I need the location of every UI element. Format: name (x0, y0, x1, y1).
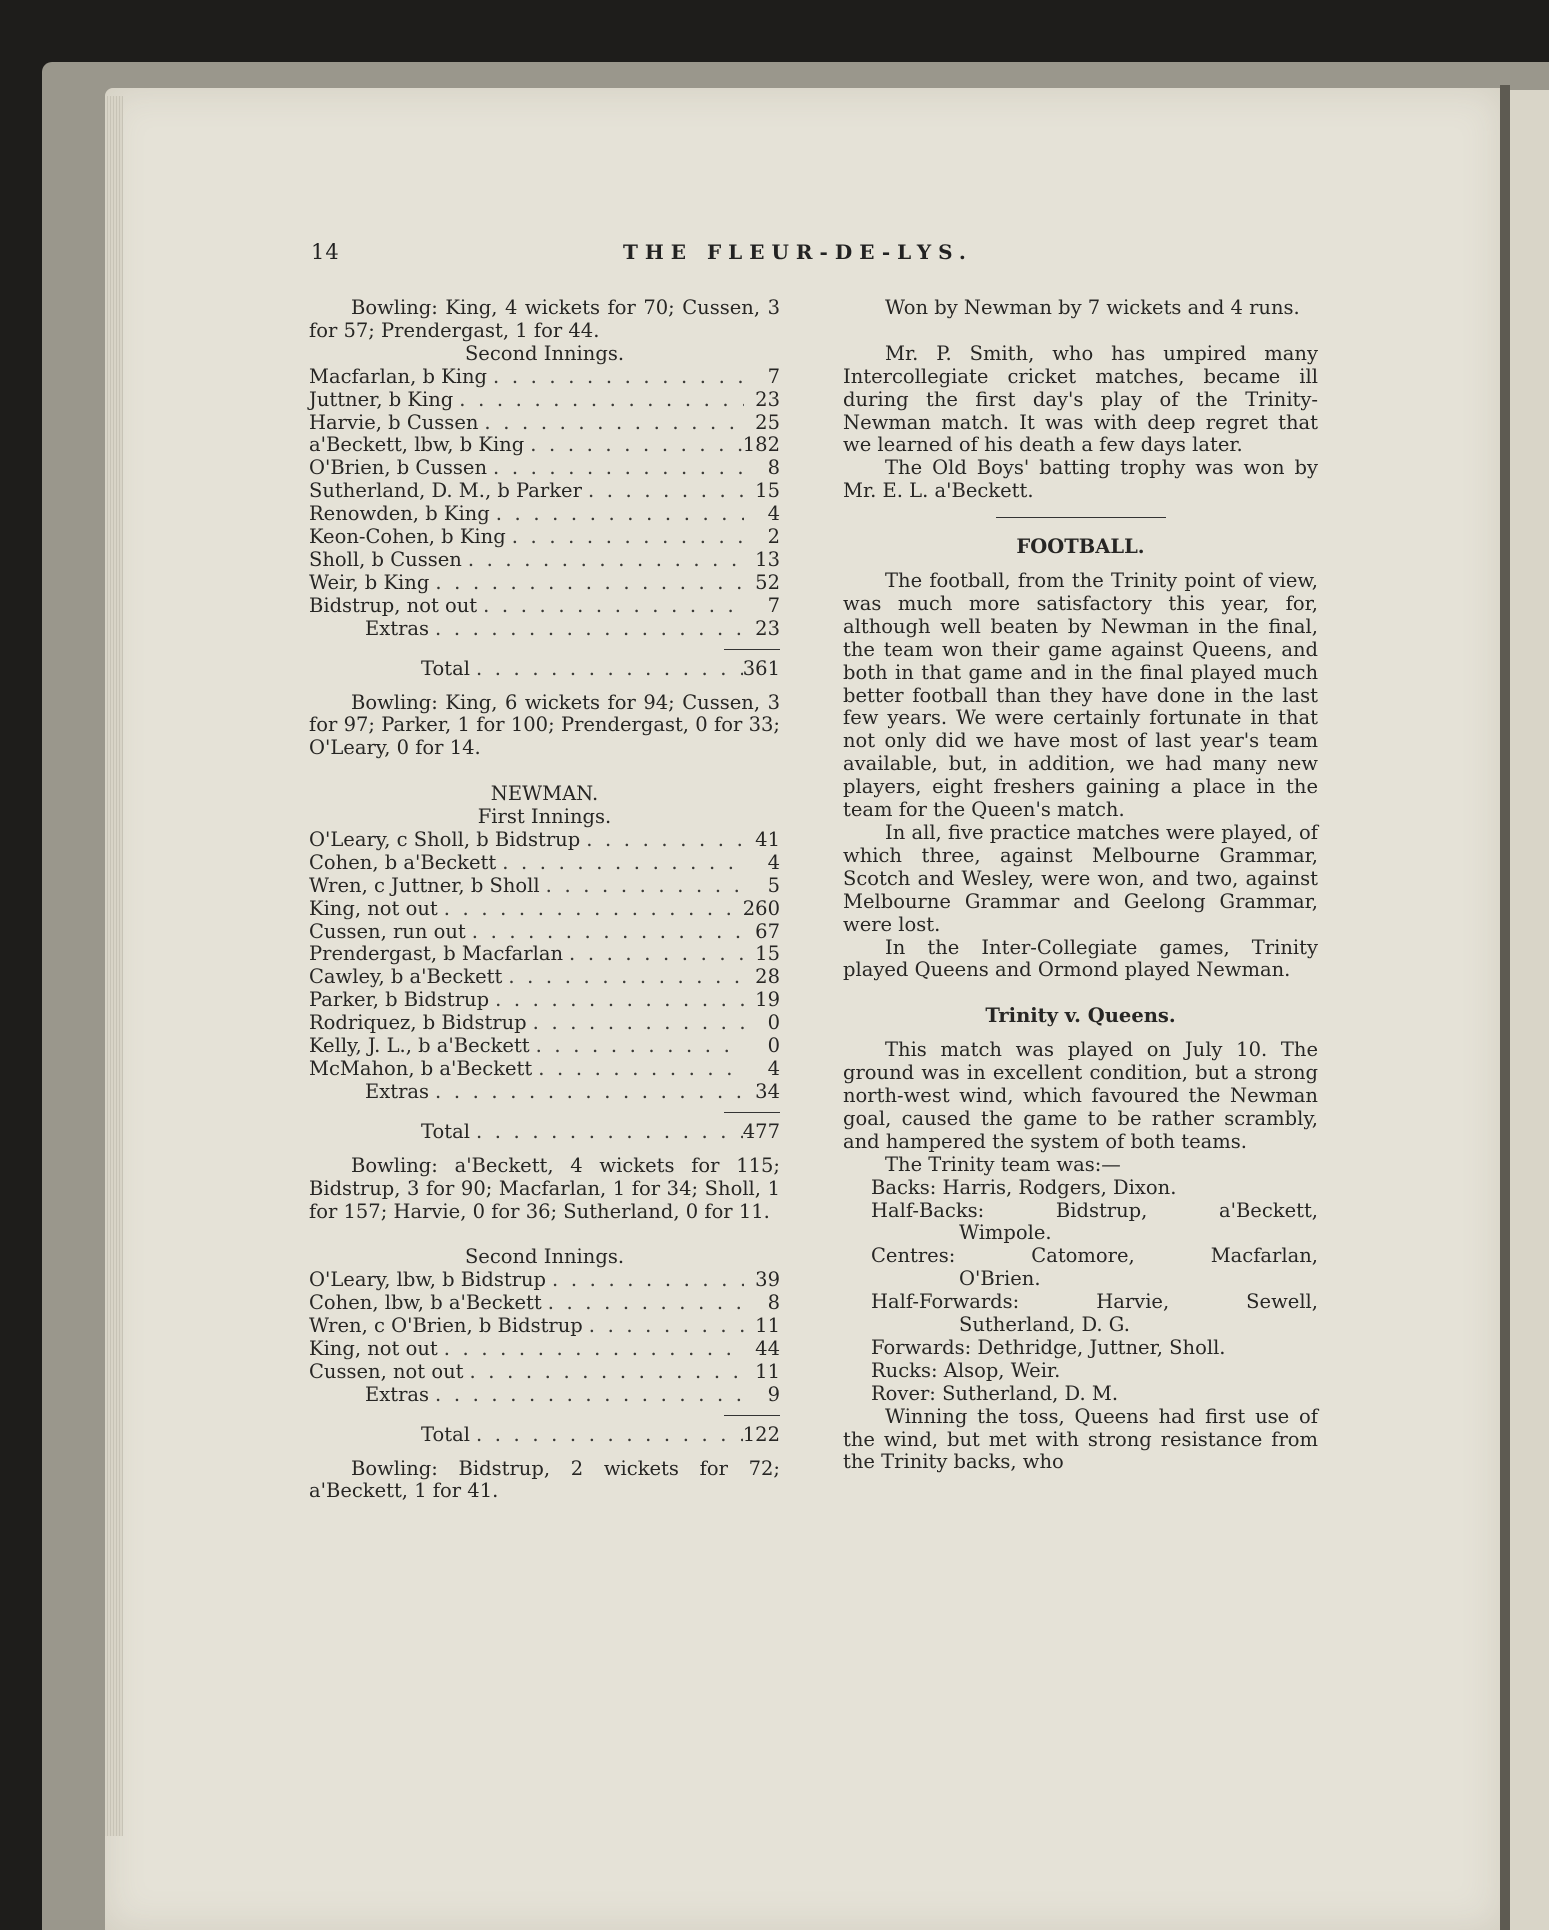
runs-scored: 13 (755, 547, 780, 571)
batting-row (309, 412, 780, 435)
section-divider (996, 517, 1166, 518)
batting-row (309, 366, 780, 389)
runs-scored: 260 (742, 896, 780, 920)
batting-row (309, 1012, 780, 1035)
runs-scored: 19 (755, 988, 780, 1012)
runs-scored: 2 (767, 525, 780, 549)
batsman-name: O'Brien, b Cussen (309, 456, 488, 480)
dot-leader (563, 943, 744, 966)
innings-heading: Second Innings. (464, 1245, 625, 1269)
batsman-name: Keon-Cohen, b King (309, 525, 506, 549)
dot-leader (487, 366, 744, 389)
batting-row (309, 503, 780, 526)
runs-scored: 39 (755, 1268, 780, 1292)
scorecard-newman-first (309, 829, 780, 1081)
runs-scored: 7 (767, 593, 780, 617)
batting-row (309, 389, 780, 412)
batsman-name: Rodriquez, b Bidstrup (309, 1011, 527, 1035)
newman-second-bowling: Bowling: Bidstrup, 2 wickets for 72; a'Beckett, 1 for 41. (309, 1456, 780, 1503)
team-centres: Centres: Catomore, Macfarlan, (871, 1244, 1318, 1268)
practice-matches-paragraph: In all, five practice matches were played, of which three, against Melbourne Grammar, Scotch and Wesley, were won, and two, against Melbourne Grammar and Geelong Grammar, were lost. (843, 821, 1319, 936)
batsman-name: Cohen, lbw, b a'Beckett (309, 1291, 542, 1315)
match-report-paragraph: This match was played on July 10. The ground was in excellent condition, but a strong north-west wind, which favoured the Newman goal, caused the game to be rather scrambly, and hampered the system of both teams. (843, 1038, 1318, 1153)
dot-leader (582, 480, 744, 503)
batsman-name: Bidstrup, not out (309, 593, 478, 617)
batting-row (309, 921, 780, 944)
runs-scored: 52 (755, 570, 780, 594)
dot-leader (502, 966, 744, 989)
newman-first-bowling: Bowling: a'Beckett, 4 wickets for 115; Bidstrup, 3 for 90; Macfarlan, 1 for 34; Sholl, 1 for 157; Harvie, 0 for 36; Sutherland, 0 for 11. (309, 1153, 780, 1223)
runs-scored: 0 (767, 1034, 780, 1058)
batsman-name: Macfarlan, b King (309, 364, 488, 388)
batting-row (309, 898, 780, 921)
total-rule (724, 649, 780, 650)
batting-row (309, 1035, 780, 1058)
running-header (311, 240, 1001, 270)
dot-leader (463, 1361, 744, 1384)
batting-row (309, 875, 780, 898)
runs-scored: 8 (767, 456, 780, 480)
runs-scored: 25 (755, 410, 780, 434)
batting-row (309, 1338, 780, 1361)
batsman-name: King, not out (309, 896, 438, 920)
runs-scored: 15 (755, 479, 780, 503)
runs-scored: 4 (767, 850, 780, 874)
scorecard-trinity-second (309, 366, 780, 618)
dot-leader (524, 434, 743, 457)
batsman-name: Cussen, run out (309, 919, 466, 943)
batting-row (309, 1361, 780, 1384)
runs-scored: 28 (755, 965, 780, 989)
dot-leader (438, 1338, 744, 1361)
runs-scored: 11 (755, 1314, 780, 1338)
batsman-name: King, not out (309, 1336, 438, 1360)
scorecard-newman-second (309, 1269, 780, 1384)
dot-leader (429, 572, 744, 595)
extras-row: Extras . . . 34 (309, 1081, 780, 1104)
batting-row (309, 480, 780, 503)
dot-leader (496, 852, 744, 875)
runs-scored: 15 (755, 942, 780, 966)
batting-row (309, 434, 780, 457)
batting-trophy-paragraph: The Old Boys' batting trophy was won by Mr. E. L. a'Beckett. (843, 456, 1318, 503)
dot-leader (580, 829, 744, 852)
batting-row (309, 852, 780, 875)
dot-leader (542, 1292, 744, 1315)
team-rover: Rover: Sutherland, D. M. (871, 1381, 1119, 1405)
page-number: 14 (311, 240, 340, 264)
dot-leader (477, 595, 744, 618)
trinity-first-bowling: Bowling: King, 4 wickets for 70; Cussen, 3 for 57; Prendergast, 1 for 44. (309, 296, 780, 342)
dot-leader (546, 1269, 744, 1292)
dot-leader (462, 549, 744, 572)
dot-leader (489, 989, 744, 1012)
total-rule (724, 1415, 780, 1416)
team-half-backs: Half-Backs: Bidstrup, a'Beckett, (871, 1198, 1318, 1222)
batting-row (309, 1058, 780, 1081)
team-half-backs-cont: Wimpole. (959, 1221, 1052, 1245)
batting-row (309, 526, 780, 549)
team-intro: The Trinity team was:— (885, 1152, 1121, 1176)
batting-row (309, 595, 780, 618)
intercollegiate-paragraph: In the Inter-Collegiate games, Trinity played Queens and Ormond played Newman. (843, 935, 1318, 982)
facing-page-edge (1510, 90, 1549, 1930)
runs-scored: 4 (767, 502, 780, 526)
runs-scored: 44 (755, 1336, 780, 1360)
team-rucks: Rucks: Alsop, Weir. (871, 1358, 1061, 1382)
match-heading: Trinity v. Queens. (985, 1004, 1176, 1028)
runs-scored: 0 (767, 1011, 780, 1035)
closing-paragraph: Winning the toss, Queens had first use of the wind, but met with strong resistance from the Trinity backs, who (843, 1404, 1318, 1474)
runs-scored: 182 (742, 433, 780, 457)
total-row: Total . . . 477 (309, 1121, 780, 1144)
batsman-name: Wren, c O'Brien, b Bidstrup (309, 1314, 583, 1338)
page-edges (105, 96, 123, 1836)
batsman-name: Weir, b King (309, 570, 430, 594)
total-row: Total . . . 361 (309, 658, 780, 681)
right-column (843, 297, 1318, 1474)
batsman-name: Cohen, b a'Beckett (309, 850, 497, 874)
dot-leader (478, 412, 744, 435)
batsman-name: Renowden, b King (309, 502, 490, 526)
runs-scored: 23 (755, 387, 780, 411)
batsman-name: a'Beckett, lbw, b King (309, 433, 525, 457)
batsman-name: Wren, c Juttner, b Sholl (309, 873, 540, 897)
batting-row (309, 457, 780, 480)
batsman-name: Juttner, b King (309, 387, 454, 411)
dot-leader (490, 503, 744, 526)
innings-heading: First Innings. (477, 805, 612, 829)
football-heading: FOOTBALL. (1016, 535, 1145, 559)
team-half-forwards-cont: Sutherland, D. G. (959, 1313, 1130, 1337)
batsman-name: Harvie, b Cussen (309, 410, 479, 434)
batsman-name: Sutherland, D. M., b Parker (309, 479, 582, 503)
dot-leader (466, 921, 744, 944)
umpire-obituary-paragraph: Mr. P. Smith, who has umpired many Intercollegiate cricket matches, became ill during the first day's play of the Trinity-Newman match. It was with deep regret that we learned of his death a few days later. (843, 341, 1318, 457)
left-column (309, 297, 780, 1503)
dot-leader (540, 875, 744, 898)
extras-row: Extras . . . 23 (309, 618, 780, 641)
dot-leader (438, 898, 743, 921)
batsman-name: Sholl, b Cussen (309, 547, 462, 571)
trinity-second-bowling: Bowling: King, 6 wickets for 94; Cussen, 3 for 97; Parker, 1 for 100; Prendergast, 0 for 33; O'Leary, 0 for 14. (309, 690, 780, 760)
batsman-name: Cussen, not out (309, 1359, 464, 1383)
batsman-name: Prendergast, b Macfarlan (309, 942, 564, 966)
batting-row (309, 1269, 780, 1292)
team-backs: Backs: Harris, Rodgers, Dixon. (871, 1175, 1177, 1199)
extras-row: Extras . . . 9 (309, 1384, 780, 1407)
runs-scored: 8 (767, 1291, 780, 1315)
batsman-name: Cawley, b a'Beckett (309, 965, 503, 989)
dot-leader (453, 389, 744, 412)
innings-heading: Second Innings. (464, 341, 625, 365)
dot-leader (506, 526, 744, 549)
dot-leader (532, 1058, 744, 1081)
dot-leader (487, 457, 744, 480)
football-paragraph: The football, from the Trinity point of view, was much more satisfactory this year, for, although well beaten by Newman in the final, the team won their game against Queens, and both in that game and in the final played much better football than they have done in the last few years. We were certainly fortunate in that not only did we have most of last year's team available, but, in addition, we had many new players, eight freshers gaining a place in the team for the Queen's match. (843, 569, 1318, 822)
runs-scored: 41 (755, 827, 780, 851)
batsman-name: Kelly, J. L., b a'Beckett (309, 1034, 530, 1058)
dot-leader (583, 1315, 744, 1338)
batsman-name: McMahon, b a'Beckett (309, 1056, 533, 1080)
team-half-forwards: Half-Forwards: Harvie, Sewell, (871, 1290, 1318, 1314)
batting-row (309, 1315, 780, 1338)
match-result: Won by Newman by 7 wickets and 4 runs. (885, 296, 1300, 319)
dot-leader (530, 1035, 744, 1058)
team-centres-cont: O'Brien. (959, 1267, 1041, 1291)
runs-scored: 7 (767, 364, 780, 388)
runs-scored: 4 (767, 1056, 780, 1080)
team-heading-newman: NEWMAN. (490, 782, 599, 806)
runs-scored: 5 (767, 873, 780, 897)
batting-row (309, 549, 780, 572)
batsman-name: O'Leary, c Sholl, b Bidstrup (309, 827, 581, 851)
runs-scored: 11 (755, 1359, 780, 1383)
batsman-name: O'Leary, lbw, b Bidstrup (309, 1268, 547, 1292)
batting-row (309, 829, 780, 852)
publication-title: THE FLEUR-DE-LYS. (623, 240, 973, 264)
total-row: Total . . . 122 (309, 1424, 780, 1447)
batting-row (309, 943, 780, 966)
batting-row (309, 966, 780, 989)
batsman-name: Parker, b Bidstrup (309, 988, 490, 1012)
batting-row (309, 572, 780, 595)
book-spine (1500, 85, 1510, 1930)
team-forwards: Forwards: Dethridge, Juttner, Sholl. (871, 1335, 1226, 1359)
batting-row (309, 989, 780, 1012)
dot-leader (527, 1012, 744, 1035)
batting-row (309, 1292, 780, 1315)
total-rule (724, 1112, 780, 1113)
runs-scored: 67 (755, 919, 780, 943)
